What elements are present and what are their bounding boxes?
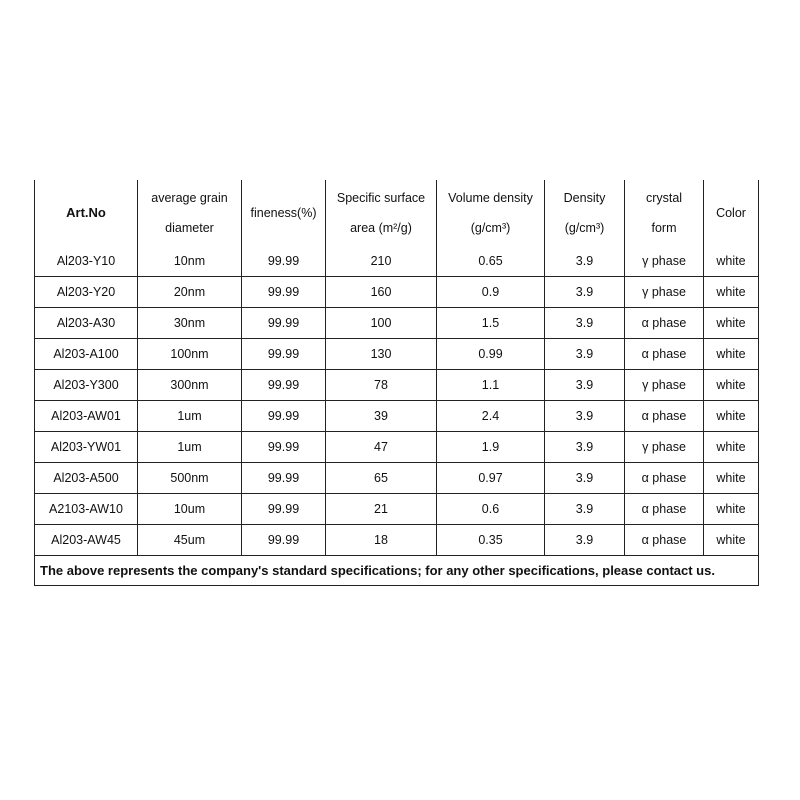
cell-surface-area: 21 xyxy=(326,494,437,525)
cell-volume-density: 1.5 xyxy=(437,308,545,339)
header-row xyxy=(35,180,759,246)
header-fineness: fineness(%) xyxy=(242,180,326,246)
cell-density: 3.9 xyxy=(545,370,625,401)
cell-surface-area: 65 xyxy=(326,463,437,494)
cell-density: 3.9 xyxy=(545,401,625,432)
cell-grain-diameter: 10nm xyxy=(138,246,242,277)
cell-grain-diameter: 500nm xyxy=(138,463,242,494)
cell-art-no: Al203-A500 xyxy=(35,463,138,494)
cell-crystal-form: α phase xyxy=(625,308,704,339)
cell-grain-diameter: 100nm xyxy=(138,339,242,370)
cell-grain-diameter: 300nm xyxy=(138,370,242,401)
cell-volume-density: 0.65 xyxy=(437,246,545,277)
cell-density: 3.9 xyxy=(545,308,625,339)
cell-volume-density: 0.9 xyxy=(437,277,545,308)
cell-grain-diameter: 10um xyxy=(138,494,242,525)
cell-crystal-form: α phase xyxy=(625,401,704,432)
cell-art-no: Al203-Y10 xyxy=(35,246,138,277)
cell-color: white xyxy=(704,525,759,556)
cell-surface-area: 130 xyxy=(326,339,437,370)
cell-volume-density: 1.9 xyxy=(437,432,545,463)
cell-color: white xyxy=(704,246,759,277)
cell-color: white xyxy=(704,370,759,401)
cell-color: white xyxy=(704,308,759,339)
table-row xyxy=(35,339,759,370)
table-row xyxy=(35,401,759,432)
cell-crystal-form: γ phase xyxy=(625,277,704,308)
cell-fineness: 99.99 xyxy=(242,308,326,339)
cell-surface-area: 100 xyxy=(326,308,437,339)
table-footer xyxy=(35,556,759,586)
cell-density: 3.9 xyxy=(545,525,625,556)
cell-density: 3.9 xyxy=(545,494,625,525)
header-surface-area: Specific surface area (m²/g) xyxy=(326,180,437,246)
cell-grain-diameter: 20nm xyxy=(138,277,242,308)
cell-grain-diameter: 1um xyxy=(138,401,242,432)
cell-surface-area: 47 xyxy=(326,432,437,463)
cell-art-no: Al203-Y20 xyxy=(35,277,138,308)
cell-crystal-form: γ phase xyxy=(625,370,704,401)
table-header xyxy=(35,180,759,246)
cell-color: white xyxy=(704,401,759,432)
header-grain-diameter: average grain diameter xyxy=(138,180,242,246)
specification-table xyxy=(34,180,759,586)
cell-color: white xyxy=(704,277,759,308)
footnote-row xyxy=(35,556,759,586)
cell-surface-area: 39 xyxy=(326,401,437,432)
cell-density: 3.9 xyxy=(545,463,625,494)
cell-density: 3.9 xyxy=(545,277,625,308)
table-row xyxy=(35,308,759,339)
cell-art-no: Al203-YW01 xyxy=(35,432,138,463)
header-crystal-form: crystal form xyxy=(625,180,704,246)
cell-fineness: 99.99 xyxy=(242,401,326,432)
cell-color: white xyxy=(704,494,759,525)
table-row xyxy=(35,370,759,401)
table-row xyxy=(35,525,759,556)
cell-art-no: Al203-Y300 xyxy=(35,370,138,401)
header-volume-density: Volume density (g/cm³) xyxy=(437,180,545,246)
cell-art-no: Al203-A30 xyxy=(35,308,138,339)
cell-volume-density: 2.4 xyxy=(437,401,545,432)
header-color: Color xyxy=(704,180,759,246)
cell-volume-density: 0.99 xyxy=(437,339,545,370)
cell-color: white xyxy=(704,339,759,370)
cell-density: 3.9 xyxy=(545,432,625,463)
cell-art-no: Al203-AW01 xyxy=(35,401,138,432)
table-row xyxy=(35,494,759,525)
cell-grain-diameter: 30nm xyxy=(138,308,242,339)
cell-surface-area: 160 xyxy=(326,277,437,308)
cell-volume-density: 0.97 xyxy=(437,463,545,494)
cell-fineness: 99.99 xyxy=(242,339,326,370)
cell-volume-density: 1.1 xyxy=(437,370,545,401)
cell-fineness: 99.99 xyxy=(242,246,326,277)
table-row xyxy=(35,277,759,308)
cell-crystal-form: α phase xyxy=(625,525,704,556)
cell-art-no: A2103-AW10 xyxy=(35,494,138,525)
footnote-text: The above represents the company's standard specifications; for any other specifications, please contact us. xyxy=(35,556,759,586)
cell-volume-density: 0.35 xyxy=(437,525,545,556)
table-row xyxy=(35,463,759,494)
cell-crystal-form: α phase xyxy=(625,463,704,494)
header-art-no: Art.No xyxy=(35,180,138,246)
cell-fineness: 99.99 xyxy=(242,277,326,308)
cell-art-no: Al203-AW45 xyxy=(35,525,138,556)
cell-fineness: 99.99 xyxy=(242,463,326,494)
cell-density: 3.9 xyxy=(545,339,625,370)
cell-crystal-form: α phase xyxy=(625,494,704,525)
cell-density: 3.9 xyxy=(545,246,625,277)
cell-fineness: 99.99 xyxy=(242,370,326,401)
cell-fineness: 99.99 xyxy=(242,494,326,525)
table-body xyxy=(35,246,759,556)
cell-surface-area: 18 xyxy=(326,525,437,556)
cell-art-no: Al203-A100 xyxy=(35,339,138,370)
cell-crystal-form: γ phase xyxy=(625,246,704,277)
cell-surface-area: 78 xyxy=(326,370,437,401)
cell-fineness: 99.99 xyxy=(242,525,326,556)
table-row xyxy=(35,432,759,463)
cell-grain-diameter: 45um xyxy=(138,525,242,556)
cell-color: white xyxy=(704,463,759,494)
cell-crystal-form: α phase xyxy=(625,339,704,370)
table-row xyxy=(35,246,759,277)
cell-surface-area: 210 xyxy=(326,246,437,277)
cell-grain-diameter: 1um xyxy=(138,432,242,463)
header-density: Density (g/cm³) xyxy=(545,180,625,246)
cell-volume-density: 0.6 xyxy=(437,494,545,525)
cell-color: white xyxy=(704,432,759,463)
cell-crystal-form: γ phase xyxy=(625,432,704,463)
cell-fineness: 99.99 xyxy=(242,432,326,463)
